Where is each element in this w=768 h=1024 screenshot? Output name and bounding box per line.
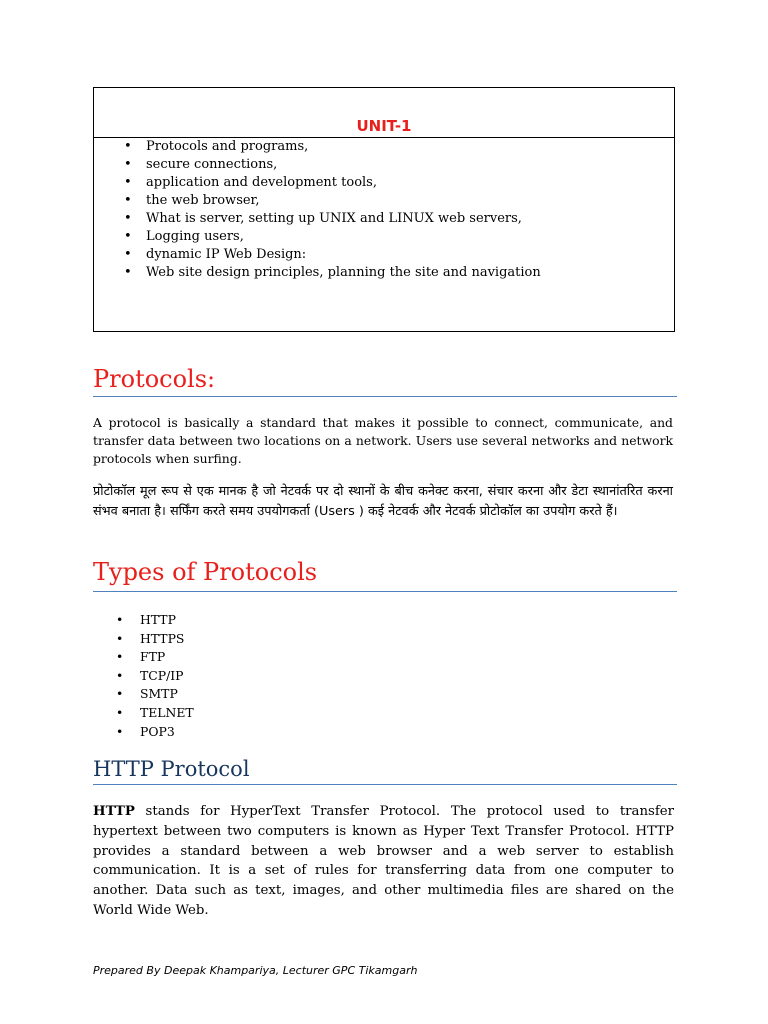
- protocols-hindi-paragraph: प्रोटोकॉल मूल रूप से एक मानक है जो नेटवर्क पर दो स्थानों के बीच कनेक्ट करना, संचार करना और डेटा स्थानांतरित करना संभव बनाता है। सर्फिंग करते समय उपयोगकर्ता (Users ) कई नेटवर्क और नेटवर्क प्रोटोकॉल का उपयोग करते हैं।: [93, 484, 673, 519]
- heading-underline: [93, 591, 677, 592]
- list-item: • Web site design principles, planning the site and navigation: [146, 264, 674, 282]
- list-item: • TELNET: [140, 704, 194, 723]
- types-heading: Types of Protocols: [93, 558, 318, 586]
- list-item: • POP3: [140, 723, 194, 742]
- http-paragraph-text: stands for HyperText Transfer Protocol. The protocol used to transfer hypertext between two computers is known as Hyper Text Transfer Protocol. HTTP provides a standard between a web browser and a web server to establish communication. It is a set of rules for transferring data from one computer to another. Data such as text, images, and other multimedia files are shared on the World Wide Web.: [93, 804, 674, 918]
- list-item: • the web browser,: [146, 192, 674, 210]
- list-item: • secure connections,: [146, 156, 674, 174]
- list-item: • dynamic IP Web Design:: [146, 246, 674, 264]
- list-item: • SMTP: [140, 685, 194, 704]
- unit-topic-list: [94, 138, 674, 282]
- list-item: • FTP: [140, 648, 194, 667]
- page-footer: Prepared By Deepak Khampariya, Lecturer GPC Tikamgarh: [93, 964, 418, 977]
- list-item: • Protocols and programs,: [146, 138, 674, 156]
- protocols-paragraph: A protocol is basically a standard that makes it possible to connect, communicate, and transfer data between two locations on a network. Users use several networks and network protocols when surfing.: [93, 415, 673, 466]
- http-paragraph: [93, 802, 674, 921]
- list-item: • HTTPS: [140, 630, 194, 649]
- list-item: • Logging users,: [146, 228, 674, 246]
- heading-underline: [93, 784, 677, 785]
- list-item: • HTTP: [140, 611, 194, 630]
- heading-underline: [93, 396, 677, 397]
- http-bold-term: HTTP: [93, 804, 135, 819]
- list-item: • TCP/IP: [140, 667, 194, 686]
- list-item: • application and development tools,: [146, 174, 674, 192]
- http-heading: HTTP Protocol: [93, 757, 250, 781]
- list-item: • What is server, setting up UNIX and LINUX web servers,: [146, 210, 674, 228]
- protocols-heading: Protocols:: [93, 365, 216, 393]
- protocol-types-list: [140, 611, 194, 741]
- unit-title: UNIT-1: [94, 88, 674, 138]
- unit-syllabus-box: [93, 87, 675, 332]
